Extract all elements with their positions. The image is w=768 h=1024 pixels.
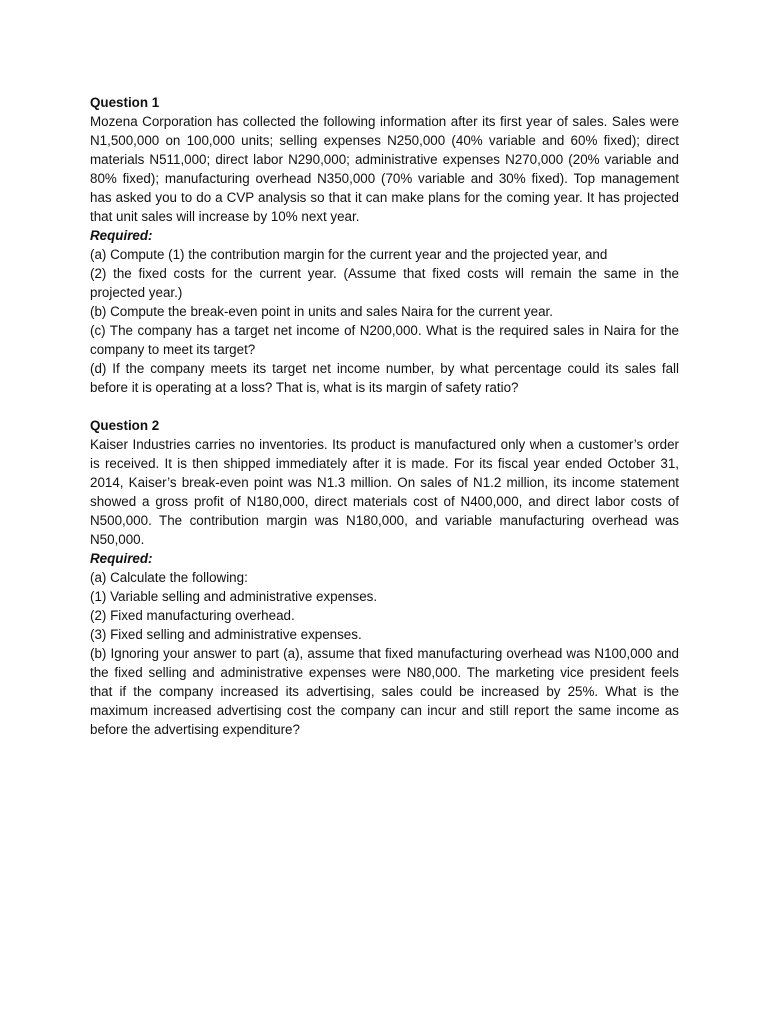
question-1-item-d: (d) If the company meets its target net income number, by what percentage could its sales fall before it is operating at a loss? That is, what is its margin of safety ratio? — [90, 361, 679, 395]
question-2-item-a1: (1) Variable selling and administrative expenses. — [90, 589, 378, 604]
question-2-section — [90, 416, 679, 739]
question-2-item-a3: (3) Fixed selling and administrative expenses. — [90, 627, 362, 642]
question-1-required-label: Required: — [90, 228, 153, 243]
question-1-item-a2: (2) the fixed costs for the current year. (Assume that fixed costs will remain the same in the projected year.) — [90, 266, 679, 300]
question-1-section — [90, 93, 679, 397]
question-2-item-a: (a) Calculate the following: — [90, 570, 248, 585]
question-2-required-label: Required: — [90, 551, 153, 566]
question-2-item-b: (b) Ignoring your answer to part (a), assume that fixed manufacturing overhead was N100,000 and the fixed selling and administrative expenses were N80,000. The marketing vice president feels that if the company increased its advertising, sales could be increased by 25%. What is the maximum increased advertising cost the company can incur and still report the same income as before the advertising expenditure? — [90, 646, 679, 737]
question-2-item-a2: (2) Fixed manufacturing overhead. — [90, 608, 295, 623]
question-2-title: Question 2 — [90, 418, 160, 433]
question-2-intro: Kaiser Industries carries no inventories. Its product is manufactured only when a customer’s order is received. It is then shipped immediately after it is made. For its fiscal year ended October 31, 2014, Kaiser’s break-even point was N1.3 million. On sales of N1.2 million, its income statement showed a gross profit of N180,000, direct materials cost of N400,000, and direct labor costs of N500,000. The contribution margin was N180,000, and variable manufacturing overhead was N50,000. — [90, 437, 679, 547]
question-1-item-c: (c) The company has a target net income of N200,000. What is the required sales in Naira for the company to meet its target? — [90, 323, 679, 357]
question-1-intro: Mozena Corporation has collected the following information after its first year of sales. Sales were N1,500,000 on 100,000 units; selling expenses N250,000 (40% variable and 60% fixed); direct materials N511,000; direct labor N290,000; administrative expenses N270,000 (20% variable and 80% fixed); manufacturing overhead N350,000 (70% variable and 30% fixed). Top management has asked you to do a CVP analysis so that it can make plans for the coming year. It has projected that unit sales will increase by 10% next year. — [90, 114, 679, 224]
question-1-title: Question 1 — [90, 95, 160, 110]
question-1-item-a1: (a) Compute (1) the contribution margin for the current year and the projected year, and — [90, 247, 608, 262]
question-1-item-b: (b) Compute the break-even point in units and sales Naira for the current year. — [90, 304, 553, 319]
